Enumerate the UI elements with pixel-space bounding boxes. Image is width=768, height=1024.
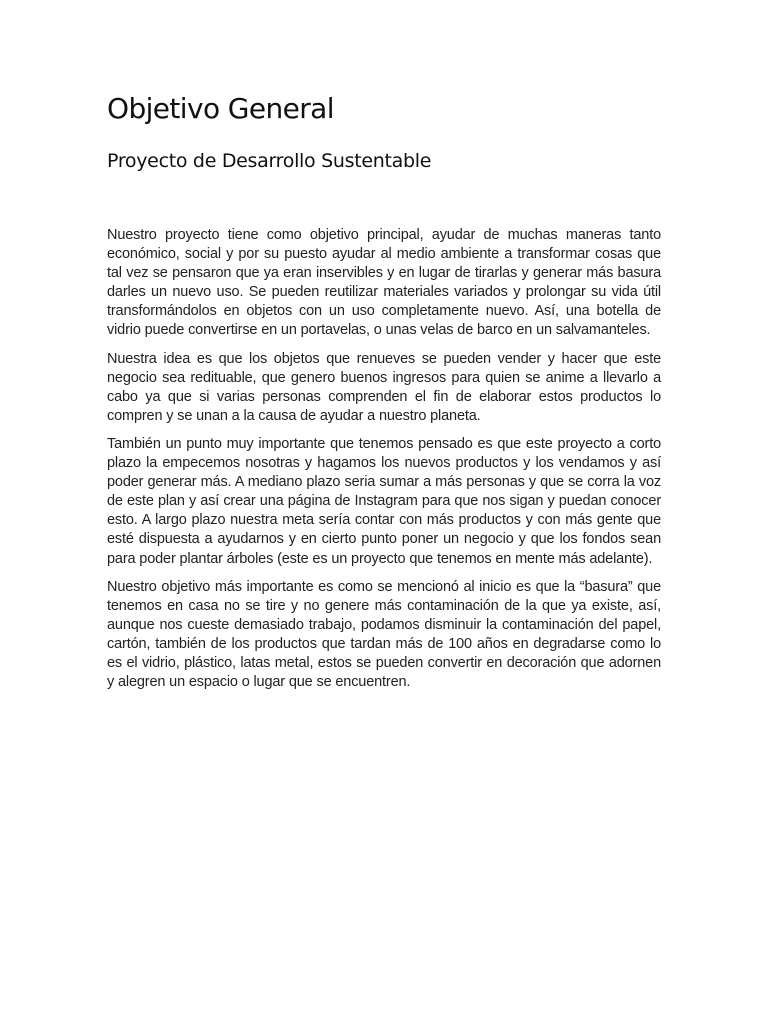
body-paragraph: Nuestro proyecto tiene como objetivo principal, ayudar de muchas maneras tanto económico, social y por su puesto ayudar al medio ambiente a transformar cosas que tal vez se pensaron que ya eran inservibles y en lugar de tirarlas y generar más basura darles un nuevo uso. Se pueden reutilizar materiales variados y prolongar su vida útil transformándolos en objetos con un uso completamente nuevo. Así, una botella de vidrio puede convertirse en un portavelas, o unas velas de barco en un salvamanteles. bbox=[107, 227, 661, 339]
document-body bbox=[107, 226, 661, 701]
body-paragraph: También un punto muy importante que tenemos pensado es que este proyecto a corto plazo la empecemos nosotras y hagamos los nuevos productos y los vendamos y así poder generar más. A mediano plazo seria sumar a más personas y que se corra la voz de este plan y así crear una página de Instagram para que nos sigan y puedan conocer esto. A largo plazo nuestra meta sería contar con más productos y con más gente que esté dispuesta a ayudarnos y en cierto punto poner un negocio y que los fondos sean para poder plantar árboles (este es un proyecto que tenemos en mente más adelante). bbox=[107, 435, 661, 567]
body-paragraph: Nuestro objetivo más importante es como se mencionó al inicio es que la “basura” que tenemos en casa no se tire y no genere más contaminación de la que ya existe, así, aunque nos cueste demasiado trabajo, podamos disminuir la contaminación del papel, cartón, también de los productos que tardan más de 100 años en degradarse como lo es el vidrio, plástico, latas metal, estos se pueden convertir en decoración que adornen y alegren un espacio o lugar que se encuentren. bbox=[107, 578, 661, 691]
body-paragraph: Nuestra idea es que los objetos que renueves se pueden vender y hacer que este negocio sea redituable, que genero buenos ingresos para quien se anime a llevarlo a cabo ya que si varias personas comprenden el fin de elaborar estos productos lo compren y se unan a la causa de ayudar a nuestro planeta. bbox=[107, 350, 661, 424]
document-subtitle: Proyecto de Desarrollo Sustentable bbox=[107, 150, 432, 172]
document-title: Objetivo General bbox=[107, 92, 334, 125]
